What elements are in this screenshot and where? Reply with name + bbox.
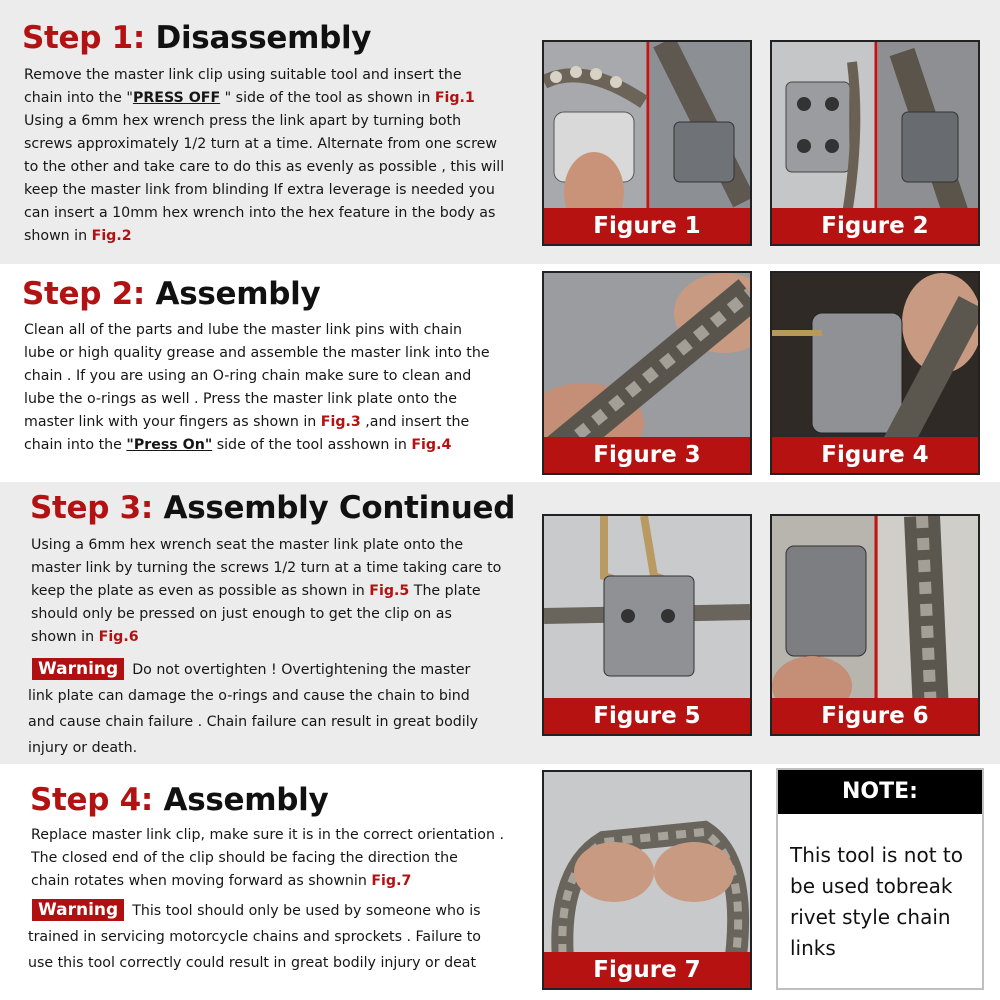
- step2-title: [22, 276, 320, 312]
- step4-title: [30, 782, 328, 818]
- figure-7-photo: [542, 770, 752, 990]
- fig5-ref: Fig.5: [369, 583, 410, 599]
- fig6-ref: Fig.6: [98, 629, 139, 645]
- step4-name: Assembly: [163, 782, 329, 818]
- step2-name: Assembly: [155, 276, 321, 312]
- step4-text: Replace master link clip, make sure it is in the correct orientation . The closed end of the clip should be facing the direction the chain rotates when moving forward as shownin Fig.7: [31, 827, 504, 889]
- step1-name: Disassembly: [155, 20, 372, 56]
- figure-2-photo: [770, 40, 980, 246]
- step1-number: Step 1:: [22, 20, 146, 56]
- step1-title: [22, 20, 371, 56]
- step3-warning: Warning Do not overtighten ! Overtightening the master link plate can damage the o-rings and cause the chain to bind and cause chain failure . Chain failure can result in great bodily injury or death.: [28, 659, 479, 756]
- figure-6-photo: [770, 514, 980, 736]
- figure-7-caption: Figure 7: [544, 952, 750, 988]
- fig4-ref: Fig.4: [411, 437, 452, 453]
- fig1-ref: Fig.1: [434, 90, 475, 106]
- note-title: NOTE:: [778, 770, 982, 814]
- figure-5-caption: Figure 5: [544, 698, 750, 734]
- figure-4-caption: Figure 4: [772, 437, 978, 473]
- figure-1-caption: Figure 1: [544, 208, 750, 244]
- note-body: This tool is not to be used tobreak rivet style chain links: [790, 843, 963, 960]
- step3-title: [30, 490, 515, 526]
- figure-3-caption: Figure 3: [544, 437, 750, 473]
- fig2-ref: Fig.2: [91, 228, 132, 244]
- press-off-label: PRESS OFF: [132, 90, 221, 106]
- step3-number: Step 3:: [30, 490, 154, 526]
- fig3-ref: Fig.3: [320, 414, 361, 430]
- step3-name: Assembly Continued: [163, 490, 516, 526]
- step2-text: Clean all of the parts and lube the master link pins with chain lube or high quality grease and assemble the master link into the chain . If you are using an O-ring chain make sure to clean and lube the o-rings as well . Press the master link plate onto the master link with your fingers as shown in Fig.3 ,and insert the chain into the "Press On" side of the tool asshown in Fig.4: [24, 322, 490, 453]
- note-box: [776, 768, 984, 990]
- step4-number: Step 4:: [30, 782, 154, 818]
- warning-badge: Warning: [32, 658, 124, 680]
- step2-number: Step 2:: [22, 276, 146, 312]
- step3-text: Using a 6mm hex wrench seat the master link plate onto the master link by turning the screws 1/2 turn at a time taking care to keep the plate as even as possible as shown in Fig.5 The plate should only be pressed on just enough to get the clip on as shown in Fig.6: [31, 537, 502, 645]
- figure-6-caption: Figure 6: [772, 698, 978, 734]
- step4-warning: Warning This tool should only be used by someone who is trained in servicing motorcycle chains and sprockets . Failure to use this tool correctly could result in great bodily injury or deat: [28, 900, 481, 971]
- step1-text: Remove the master link clip using suitable tool and insert the chain into the "PRESS OFF " side of the tool as shown in Fig.1 Using a 6mm hex wrench press the link apart by turning both screws approximately 1/2 turn at a time. Alternate from one screw to the other and take care to do this as evenly as possible , this will keep the master link from blinding If extra leverage is needed you can insert a 10mm hex wrench into the hex feature in the body as shown in Fig.2: [24, 67, 505, 244]
- figure-4-photo: [770, 271, 980, 475]
- figure-1-photo: [542, 40, 752, 246]
- warning-badge: Warning: [32, 899, 124, 921]
- figure-5-photo: [542, 514, 752, 736]
- press-on-label: "Press On": [126, 437, 213, 453]
- figure-2-caption: Figure 2: [772, 208, 978, 244]
- figure-3-photo: [542, 271, 752, 475]
- fig7-ref: Fig.7: [371, 873, 412, 889]
